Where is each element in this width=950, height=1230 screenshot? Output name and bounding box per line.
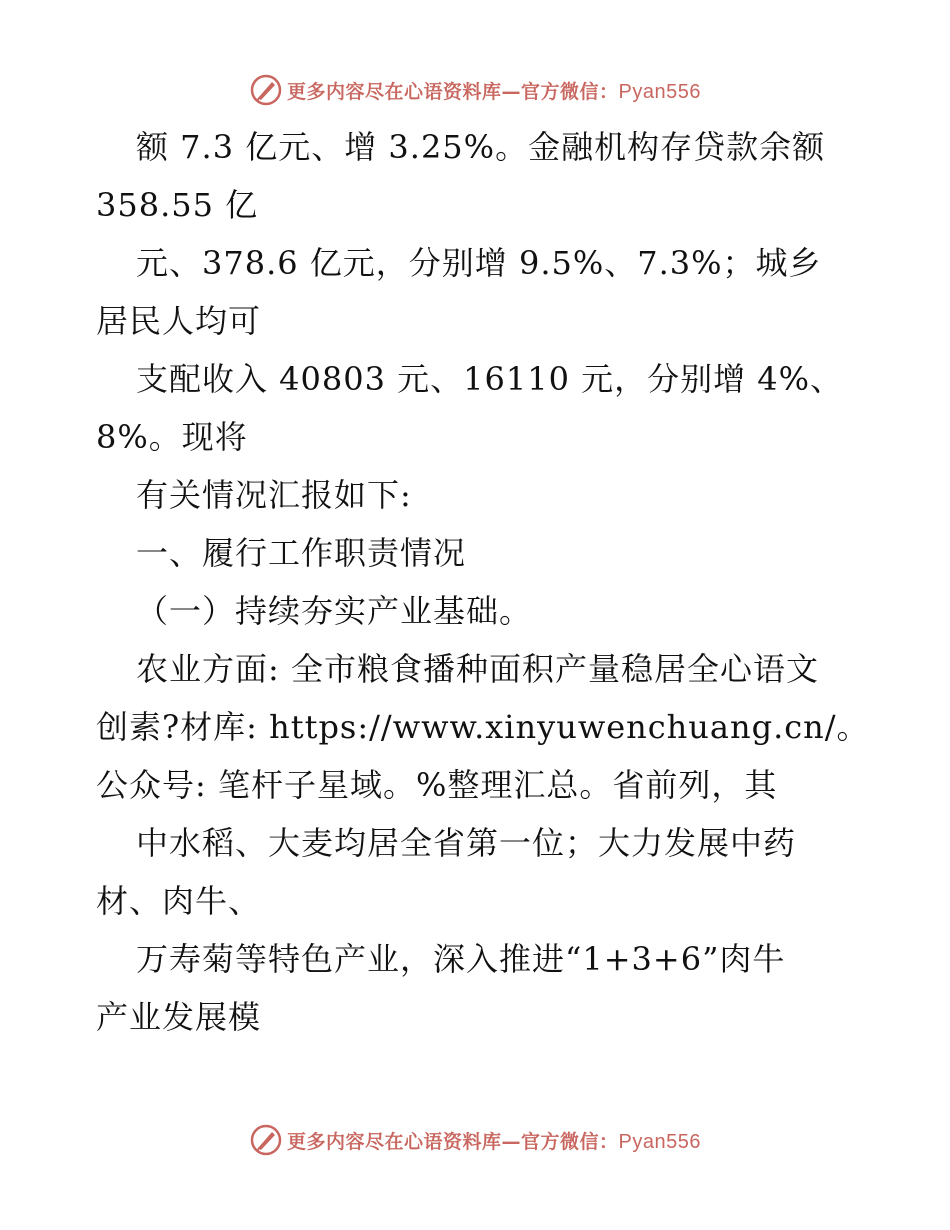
paragraph-line: 农业方面: 全市粮食播种面积产量稳居全心语文 (136, 650, 819, 688)
paragraph-line: 一、履行工作职责情况 (136, 534, 467, 572)
watermark-text: 更多内容尽在心语资料库—官方微信：Pyan556 (287, 1130, 701, 1153)
paragraph-line: 支配收入 40803 元、16110 元，分别增 4%、 (136, 360, 844, 398)
paragraph-line: 358.55 亿 (96, 186, 259, 224)
paragraph-line: （一）持续夯实产业基础。 (136, 592, 533, 630)
paragraph-line: 材、肉牛、 (96, 882, 262, 920)
document-body (96, 118, 870, 1046)
paragraph-line: 创素?材库: https://www.xinyuwenchuang.cn/。 (96, 708, 870, 746)
paragraph-line: 额 7.3 亿元、增 3.25%。金融机构存贷款余额 (136, 128, 826, 166)
watermark-text: 更多内容尽在心语资料库—官方微信：Pyan556 (287, 80, 701, 103)
paragraph-line: 中水稻、大麦均居全省第一位；大力发展中药 (136, 824, 797, 862)
footer-watermark (0, 1120, 950, 1160)
paragraph-line: 有关情况汇报如下: (136, 476, 412, 514)
quill-logo-icon (249, 1123, 283, 1157)
paragraph-line: 万寿菊等特色产业，深入推进“1+3+6”肉牛 (136, 940, 786, 978)
paragraph-line: 8%。现将 (96, 418, 248, 456)
paragraph-line: 产业发展模 (96, 998, 262, 1036)
paragraph-line: 居民人均可 (96, 302, 262, 340)
paragraph-line: 元、378.6 亿元，分别增 9.5%、7.3%；城乡 (136, 244, 822, 282)
quill-logo-icon (249, 73, 283, 107)
header-watermark (0, 70, 950, 110)
paragraph-line: 公众号: 笔杆子星域。%整理汇总。省前列，其 (96, 766, 778, 804)
